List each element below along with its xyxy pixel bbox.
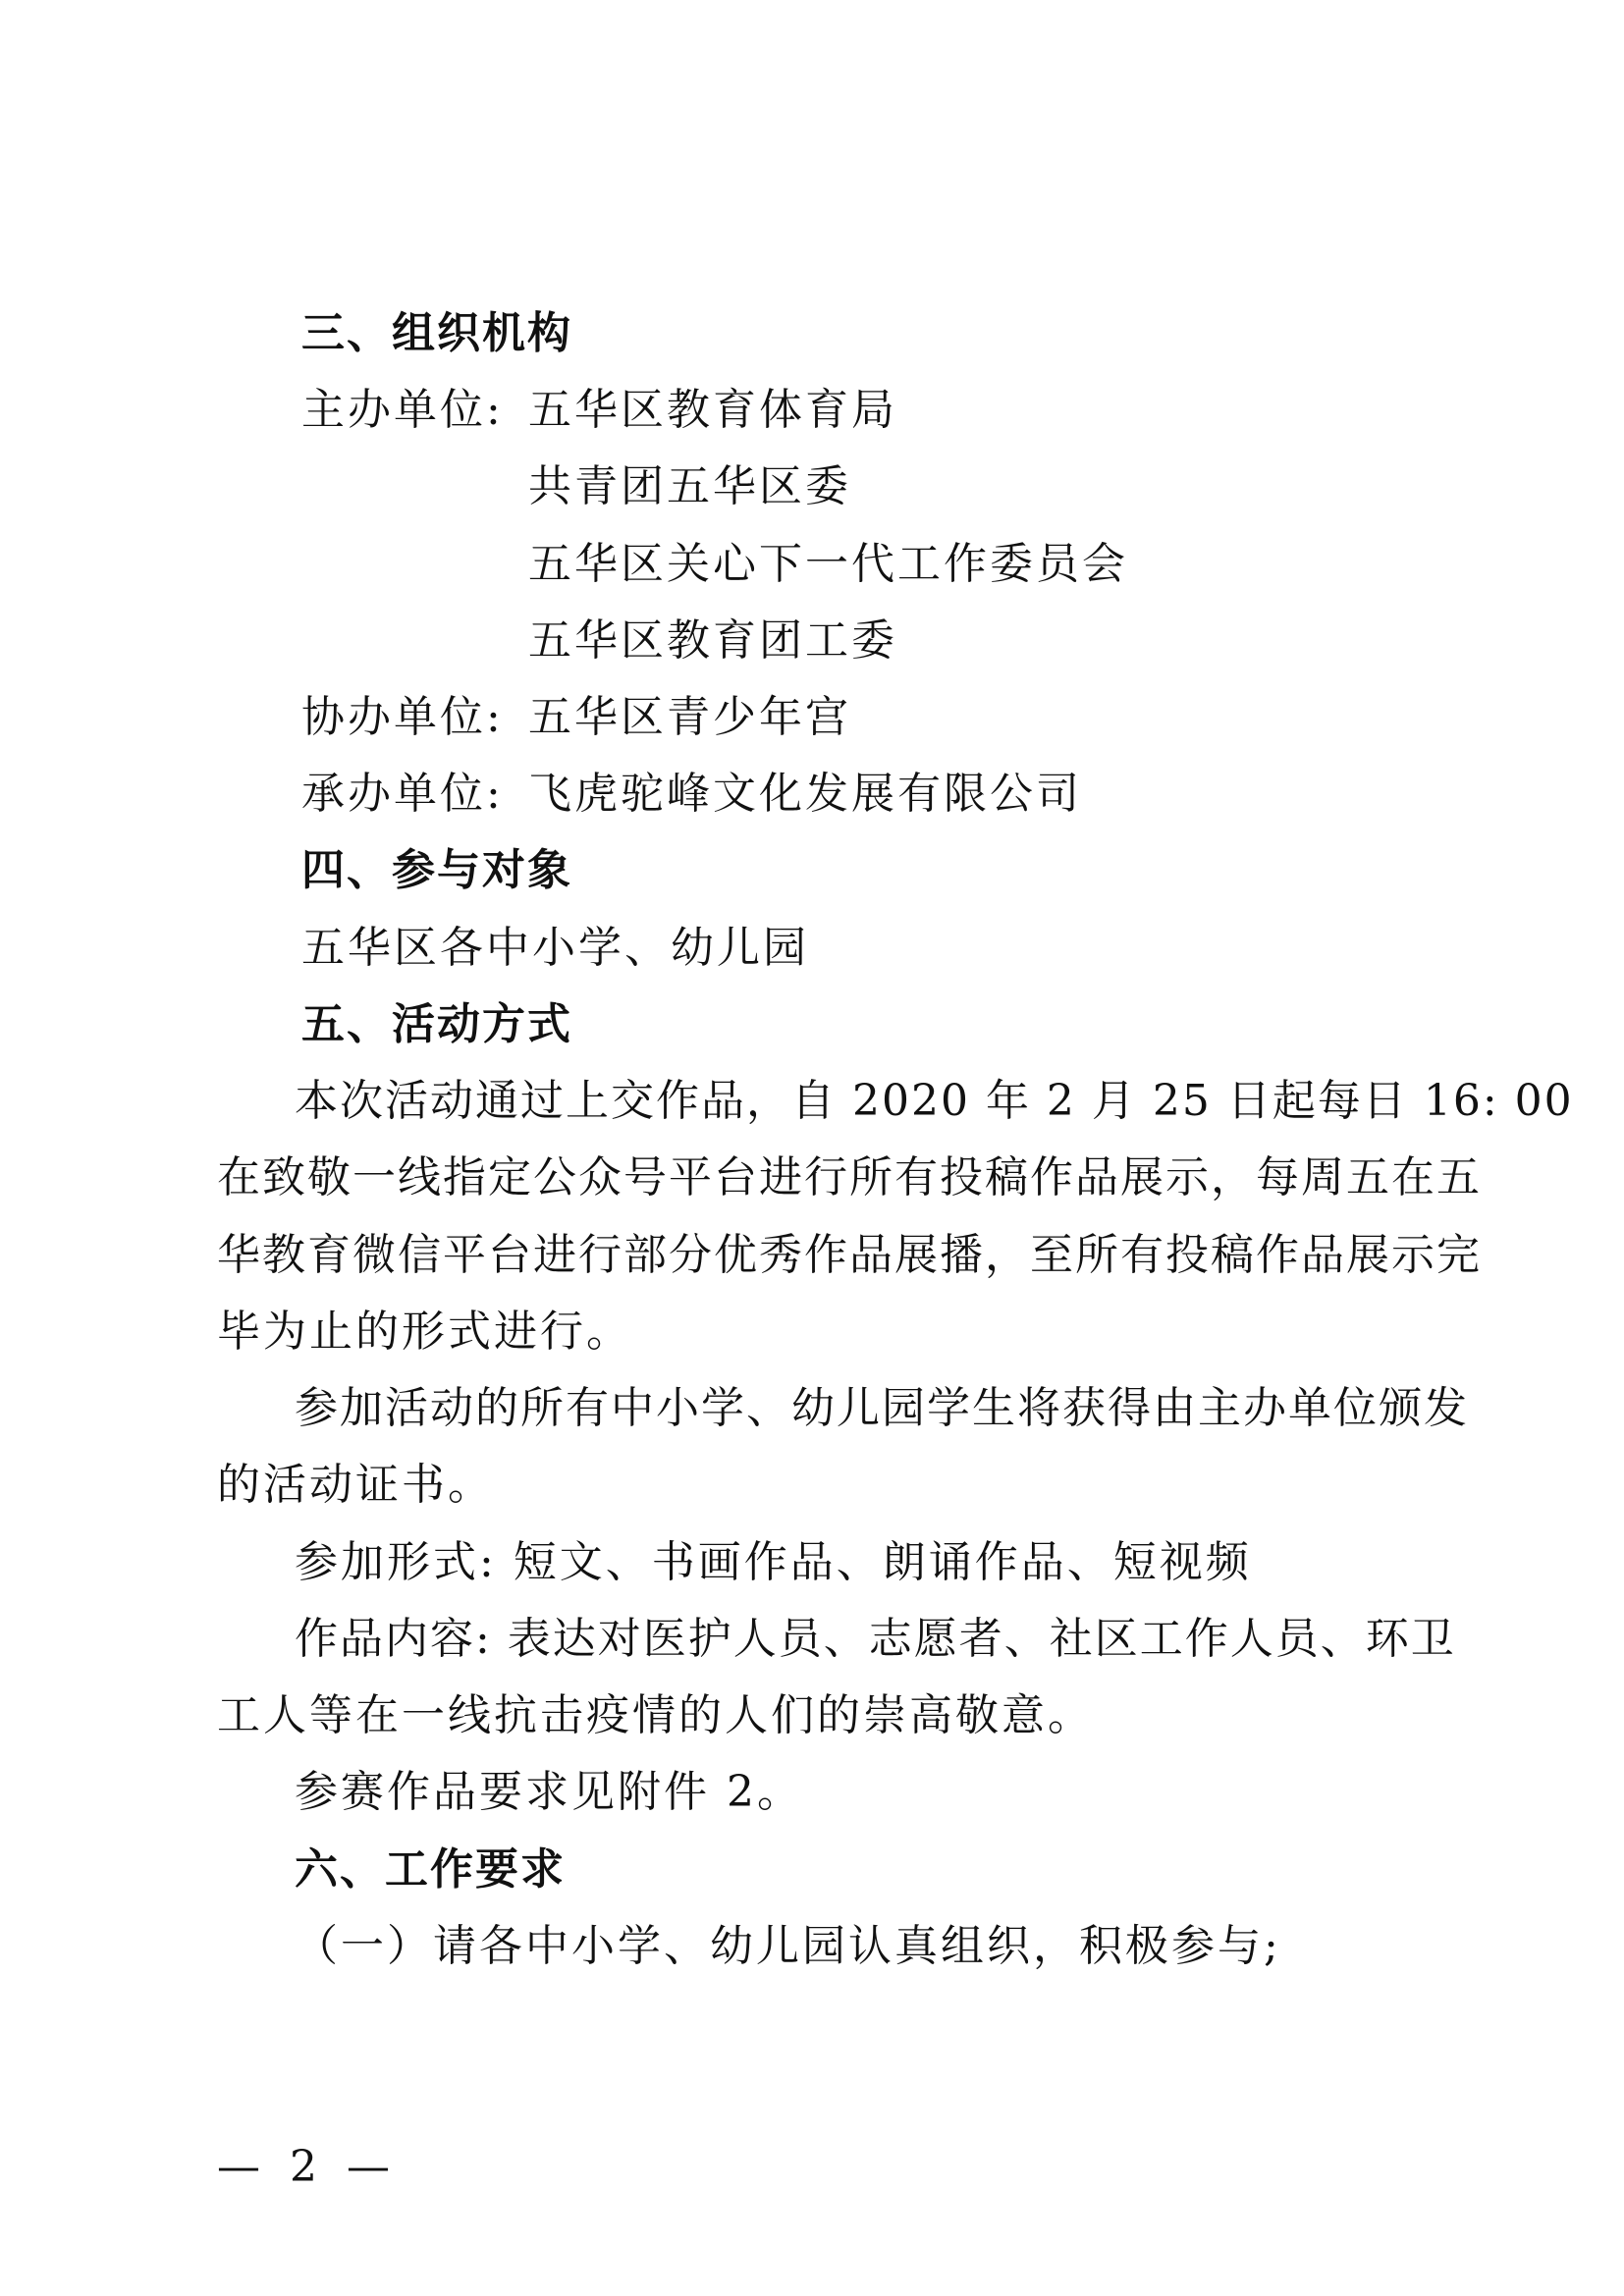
host-label: 主办单位: [301, 385, 504, 435]
section-4-heading: 四、参与对象 [301, 845, 572, 895]
co-host-value: 五华区青少年宫 [528, 692, 851, 742]
para1-line-2: 在致敬一线指定公众号平台进行所有投稿作品展示，每周五在五 [217, 1152, 1482, 1202]
form-line: 参加形式: 短文、书画作品、朗诵作品、短视频 [295, 1537, 1252, 1587]
para1-line-1: 本次活动通过上交作品，自 2020 年 2 月 25 日起每日 16: 00 [295, 1076, 1574, 1126]
section-6-item-1: （一）请各中小学、幼儿园认真组织，积极参与; [295, 1921, 1281, 1971]
para1-line-4: 毕为止的形式进行。 [217, 1307, 632, 1357]
organizer-value: 飞虎驼峰文化发展有限公司 [528, 769, 1082, 819]
para2-line-2: 的活动证书。 [217, 1460, 494, 1510]
section-5-heading: 五、活动方式 [301, 999, 572, 1049]
section-6-heading: 六、工作要求 [295, 1844, 566, 1895]
para2-line-1: 参加活动的所有中小学、幼儿园学生将获得由主办单位颁发 [295, 1383, 1469, 1433]
para1-line-3: 华教育微信平台进行部分优秀作品展播，至所有投稿作品展示完 [217, 1230, 1482, 1280]
host-item-1: 五华区教育体育局 [528, 385, 897, 435]
host-item-2: 共青团五华区委 [528, 461, 851, 511]
host-item-4: 五华区教育团工委 [528, 615, 897, 666]
content-line-1: 作品内容: 表达对医护人员、志愿者、社区工作人员、环卫 [295, 1614, 1456, 1664]
organizer-label: 承办单位: [301, 769, 504, 819]
requirement-line: 参赛作品要求见附件 2。 [295, 1767, 803, 1817]
content-line-2: 工人等在一线抗击疫情的人们的崇高敬意。 [217, 1690, 1094, 1740]
page-number: — 2 — [217, 2142, 398, 2192]
participants-text: 五华区各中小学、幼儿园 [301, 923, 809, 973]
section-3-heading: 三、组织机构 [301, 308, 572, 358]
host-item-3: 五华区关心下一代工作委员会 [528, 539, 1128, 589]
co-host-label: 协办单位: [301, 692, 504, 742]
